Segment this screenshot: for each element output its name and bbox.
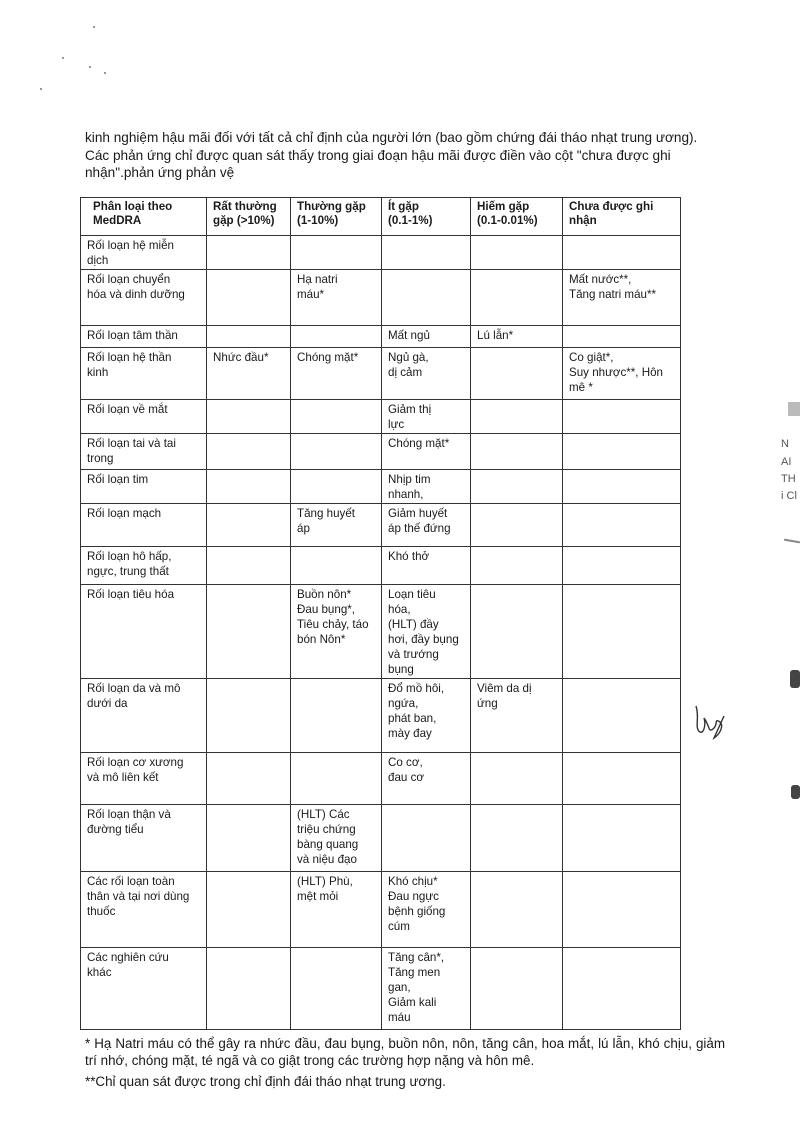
cell-very-common xyxy=(207,400,291,434)
cell-common xyxy=(291,470,382,504)
table-body xyxy=(81,236,681,1030)
cell-meddra-class: Rối loạn cơ xương và mô liên kết xyxy=(81,753,207,805)
cell-meddra-class: Rối loạn tâm thần xyxy=(81,326,207,348)
stamp-fragment-line xyxy=(791,785,800,799)
cell-very-common xyxy=(207,470,291,504)
footnote-hyponatremia: * Hạ Natri máu có thể gây ra nhức đầu, đau bụng, buồn nôn, nôn, tăng cân, hoa mắt, lú lẫn, khó chịu, giảm trí nhớ, chóng mặt, té ngã và co giật trong các trường hợp nặng và hôn mê. xyxy=(85,1036,725,1068)
cell-not-known xyxy=(563,872,681,948)
intro-paragraph: kinh nghiệm hậu mãi đối với tất cả chỉ định của người lớn (bao gồm chứng đái tháo nhạt trung ương). Các phản ứng chỉ được quan sát thấy trong giai đoạn hậu mãi được điền vào cột "chưa được ghi nhận".phản ứng phản vệ xyxy=(85,130,698,180)
stamp-fragment-mark xyxy=(788,402,800,416)
cell-uncommon: Co cơ, đau cơ xyxy=(382,753,471,805)
cell-uncommon: Nhịp tim nhanh, xyxy=(382,470,471,504)
cell-not-known xyxy=(563,400,681,434)
cell-common: Chóng mặt* xyxy=(291,348,382,400)
cell-meddra-class: Rối loạn tiêu hóa xyxy=(81,585,207,679)
scan-speck xyxy=(89,66,91,68)
scan-speck xyxy=(40,88,42,90)
cell-very-common xyxy=(207,585,291,679)
cell-rare xyxy=(471,348,563,400)
cell-very-common xyxy=(207,805,291,872)
cell-meddra-class: Rối loạn mạch xyxy=(81,504,207,547)
cell-not-known: Co giật*, Suy nhược**, Hôn mê * xyxy=(563,348,681,400)
cell-uncommon: Đổ mồ hôi, ngứa, phát ban, mày đay xyxy=(382,679,471,753)
cell-not-known xyxy=(563,326,681,348)
cell-meddra-class: Rối loạn tim xyxy=(81,470,207,504)
cell-rare xyxy=(471,948,563,1030)
cell-very-common xyxy=(207,270,291,326)
cell-common xyxy=(291,434,382,470)
scan-speck xyxy=(104,72,106,74)
stamp-fragment-text: AI xyxy=(781,456,792,468)
cell-common xyxy=(291,236,382,270)
stamp-fragment-line xyxy=(784,539,800,544)
cell-very-common xyxy=(207,504,291,547)
cell-common: Hạ natri máu* xyxy=(291,270,382,326)
cell-meddra-class: Rối loạn về mắt xyxy=(81,400,207,434)
table-row xyxy=(81,753,681,805)
cell-meddra-class: Rối loạn hô hấp, ngực, trung thất xyxy=(81,547,207,585)
cell-common xyxy=(291,547,382,585)
stamp-fragment-line xyxy=(790,670,800,688)
cell-uncommon: Khó chịu* Đau ngực bệnh giống cúm xyxy=(382,872,471,948)
cell-meddra-class: Các rối loạn toàn thân và tại nơi dùng thuốc xyxy=(81,872,207,948)
cell-uncommon: Khó thở xyxy=(382,547,471,585)
adverse-reactions-table xyxy=(80,197,681,1030)
scan-speck xyxy=(62,57,64,59)
handwritten-initials xyxy=(690,698,730,744)
table-row xyxy=(81,547,681,585)
cell-common: Tăng huyết áp xyxy=(291,504,382,547)
footnote-central-diabetes-insipidus: **Chỉ quan sát được trong chỉ định đái tháo nhạt trung ương. xyxy=(85,1074,446,1089)
cell-very-common: Nhức đầu* xyxy=(207,348,291,400)
cell-uncommon: Chóng mặt* xyxy=(382,434,471,470)
table-row xyxy=(81,470,681,504)
cell-common xyxy=(291,753,382,805)
header-meddra-class: Phân loại theo MedDRA xyxy=(81,198,207,236)
table-row xyxy=(81,585,681,679)
cell-rare xyxy=(471,400,563,434)
header-rare: Hiếm gặp (0.1-0.01%) xyxy=(471,198,563,236)
cell-very-common xyxy=(207,326,291,348)
cell-not-known: Mất nước**, Tăng natri máu** xyxy=(563,270,681,326)
cell-rare: Viêm da dị ứng xyxy=(471,679,563,753)
header-very-common: Rất thường gặp (>10%) xyxy=(207,198,291,236)
cell-rare xyxy=(471,753,563,805)
cell-rare xyxy=(471,872,563,948)
cell-very-common xyxy=(207,236,291,270)
scan-speck xyxy=(93,26,95,28)
cell-very-common xyxy=(207,434,291,470)
header-common: Thường gặp (1-10%) xyxy=(291,198,382,236)
cell-uncommon xyxy=(382,270,471,326)
cell-not-known xyxy=(563,753,681,805)
stamp-fragment-text: TH xyxy=(781,473,796,485)
cell-rare xyxy=(471,236,563,270)
cell-common: (HLT) Phù, mệt mỏi xyxy=(291,872,382,948)
cell-very-common xyxy=(207,948,291,1030)
cell-common xyxy=(291,400,382,434)
cell-common: Buồn nôn* Đau bụng*, Tiêu chảy, táo bón Nôn* xyxy=(291,585,382,679)
table-row xyxy=(81,805,681,872)
cell-uncommon xyxy=(382,805,471,872)
cell-uncommon: Mất ngủ xyxy=(382,326,471,348)
table-header-row xyxy=(81,198,681,236)
cell-rare xyxy=(471,547,563,585)
cell-not-known xyxy=(563,504,681,547)
cell-meddra-class: Rối loạn tai và tai trong xyxy=(81,434,207,470)
cell-common xyxy=(291,679,382,753)
table-row xyxy=(81,948,681,1030)
cell-meddra-class: Rối loạn hệ miễn dịch xyxy=(81,236,207,270)
table-row xyxy=(81,679,681,753)
cell-meddra-class: Rối loạn hệ thần kinh xyxy=(81,348,207,400)
cell-not-known xyxy=(563,547,681,585)
cell-very-common xyxy=(207,679,291,753)
table-row xyxy=(81,348,681,400)
table-row xyxy=(81,236,681,270)
cell-rare xyxy=(471,585,563,679)
cell-rare xyxy=(471,270,563,326)
cell-uncommon: Ngủ gà, dị cảm xyxy=(382,348,471,400)
cell-rare xyxy=(471,434,563,470)
cell-not-known xyxy=(563,585,681,679)
cell-meddra-class: Rối loạn thận và đường tiểu xyxy=(81,805,207,872)
cell-not-known xyxy=(563,805,681,872)
cell-common xyxy=(291,326,382,348)
table-row xyxy=(81,270,681,326)
cell-not-known xyxy=(563,679,681,753)
cell-not-known xyxy=(563,948,681,1030)
cell-uncommon xyxy=(382,236,471,270)
cell-uncommon: Giảm huyết áp thế đứng xyxy=(382,504,471,547)
cell-not-known xyxy=(563,236,681,270)
cell-meddra-class: Các nghiên cứu khác xyxy=(81,948,207,1030)
table-row xyxy=(81,434,681,470)
cell-not-known xyxy=(563,470,681,504)
cell-rare: Lú lẫn* xyxy=(471,326,563,348)
footnotes xyxy=(85,1035,725,1090)
table-row xyxy=(81,504,681,547)
cell-very-common xyxy=(207,547,291,585)
cell-uncommon: Giảm thị lực xyxy=(382,400,471,434)
cell-very-common xyxy=(207,753,291,805)
cell-rare xyxy=(471,805,563,872)
cell-not-known xyxy=(563,434,681,470)
table-row xyxy=(81,872,681,948)
cell-meddra-class: Rối loạn da và mô dưới da xyxy=(81,679,207,753)
table-row xyxy=(81,326,681,348)
cell-uncommon: Loạn tiêu hóa, (HLT) đầy hơi, đầy bụng và trướng bụng xyxy=(382,585,471,679)
stamp-fragment-text: N xyxy=(781,438,789,450)
cell-uncommon: Tăng cân*, Tăng men gan, Giảm kali máu xyxy=(382,948,471,1030)
header-uncommon: Ít gặp (0.1-1%) xyxy=(382,198,471,236)
cell-meddra-class: Rối loạn chuyển hóa và dinh dưỡng xyxy=(81,270,207,326)
table-row xyxy=(81,400,681,434)
cell-common: (HLT) Các triệu chứng bàng quang và niệu đạo xyxy=(291,805,382,872)
cell-rare xyxy=(471,504,563,547)
header-not-known: Chưa được ghi nhận xyxy=(563,198,681,236)
cell-rare xyxy=(471,470,563,504)
cell-very-common xyxy=(207,872,291,948)
cell-common xyxy=(291,948,382,1030)
stamp-fragment-text: i Cl xyxy=(781,490,797,502)
